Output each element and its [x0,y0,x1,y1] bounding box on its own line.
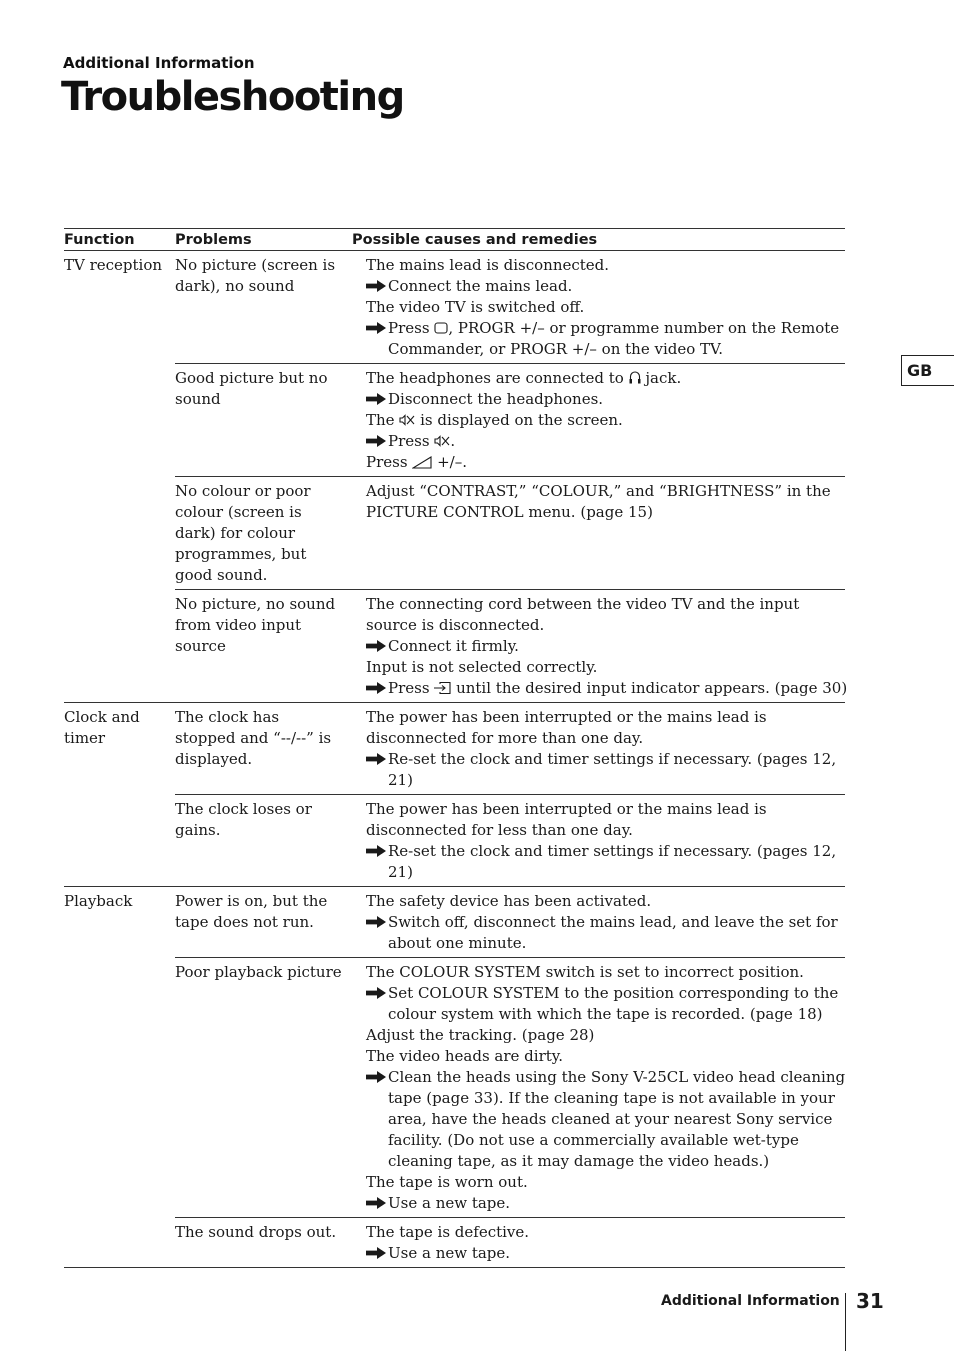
arrow-right-icon [366,640,386,652]
remedy-cell [352,1218,845,1268]
remedy-action: Connect it firmly. [366,636,849,657]
section-label: Additional Information [63,54,255,72]
remedy-cell [352,795,845,887]
remedy-action: Re-set the clock and timer settings if necessary. (pages 12, 21) [366,749,849,791]
table-row [64,251,845,364]
remedy-action: Press . [366,431,849,452]
function-cell [64,1218,175,1268]
arrow-right-icon [366,987,386,999]
remedy-cell [352,477,845,590]
remedy-action: Connect the mains lead. [366,276,849,297]
remedy-cell [352,590,848,703]
problem-cell: Poor playback picture [175,958,352,1218]
function-cell [64,795,175,887]
header-remedies: Possible causes and remedies [352,229,845,251]
volume-icon [412,456,432,469]
table-row [64,795,845,887]
remedy-action: Press until the desired input indicator appears. (page 30) [366,678,849,699]
remedy-cell [352,251,845,364]
remedy-cause: The power has been interrupted or the mains lead is disconnected for more than one day. [366,708,767,747]
footer-divider [845,1293,846,1351]
arrow-right-icon [366,1247,386,1259]
language-tab: GB [901,355,954,386]
remedy-list [352,707,849,791]
problem-cell: The sound drops out. [175,1218,352,1268]
remedy-cause: The video heads are dirty. [366,1047,564,1065]
problem-cell: Good picture but no sound [175,364,352,477]
function-cell: TV reception [64,256,163,274]
arrow-right-icon [366,435,386,447]
input-icon [434,681,451,695]
headphone-icon [629,370,641,385]
table-header-row [64,229,845,251]
table-row [64,958,845,1218]
remedy-list [352,1222,849,1264]
mute-icon [399,413,415,427]
remedy-action: Disconnect the headphones. [366,389,849,410]
arrow-right-icon [366,682,386,694]
remedy-cause: Adjust the tracking. (page 28) [366,1026,595,1044]
arrow-right-icon [366,322,386,334]
table-row [64,364,845,477]
header-problems: Problems [175,229,352,251]
header-function: Function [64,229,175,251]
remedy-cause: The power has been interrupted or the mains lead is disconnected for less than one day. [366,800,767,839]
troubleshooting-table [64,228,848,1268]
problem-cell: No picture (screen is dark), no sound [175,256,336,295]
remedy-action: Use a new tape. [366,1193,849,1214]
remedy-action: Switch off, disconnect the mains lead, and leave the set for about one minute. [366,912,849,954]
remedy-cause: The mains lead is disconnected. [366,256,610,274]
remedy-list [352,368,849,473]
function-cell: Clock and timer [64,703,175,795]
function-cell: Playback [64,887,175,958]
remedy-cause: The headphones are connected to jack. [366,369,682,387]
problem-cell: The clock loses or gains. [175,795,352,887]
remedy-list [352,891,849,954]
remedy-cause: The safety device has been activated. [366,892,652,910]
problem-cell: Power is on, but the tape does not run. [175,887,352,958]
power-icon [434,321,448,335]
arrow-right-icon [366,393,386,405]
arrow-right-icon [366,845,386,857]
problem-cell: No picture, no sound from video input source [175,590,352,703]
remedy-list [352,481,849,523]
arrow-right-icon [366,1071,386,1083]
arrow-right-icon [366,753,386,765]
remedy-cell [352,703,845,795]
remedy-list [352,962,849,1214]
problem-cell: No colour or poor colour (screen is dark) for colour programmes, but good sound. [175,477,352,590]
remedy-cause: The video TV is switched off. [366,298,585,316]
remedy-cause: The connecting cord between the video TV and the input source is disconnected. [366,595,800,634]
remedy-list [352,799,849,883]
remedy-cause: The is displayed on the screen. [366,411,623,429]
remedy-action: Clean the heads using the Sony V-25CL video head cleaning tape (page 33). If the cleaning tape is not available in your area, have the heads cleaned at your nearest Sony service facility. (Do not use a commercially available wet-type cleaning tape, as it may damage the video heads.) [366,1067,849,1172]
function-cell [64,958,175,1218]
table-row [64,590,845,703]
function-cell [64,364,175,477]
function-cell [64,590,175,703]
remedy-cause: Press +/–. [366,453,467,471]
remedy-list [352,255,849,360]
remedy-cell [352,364,845,477]
problem-cell: The clock has stopped and “--/--” is displayed. [175,703,352,795]
arrow-right-icon [366,1197,386,1209]
arrow-right-icon [366,916,386,928]
mute-icon [434,434,450,448]
remedy-action: Re-set the clock and timer settings if necessary. (pages 12, 21) [366,841,849,883]
troubleshooting-table-container [64,228,848,1268]
remedy-cause: Input is not selected correctly. [366,658,598,676]
page-number: 31 [856,1289,884,1313]
arrow-right-icon [366,280,386,292]
table-row [64,887,845,958]
remedy-action: Set COLOUR SYSTEM to the position corresponding to the colour system with which the tape is recorded. (page 18) [366,983,849,1025]
remedy-cell [352,958,845,1218]
remedy-cause: The COLOUR SYSTEM switch is set to incorrect position. [366,963,804,981]
remedy-cause: Adjust “CONTRAST,” “COLOUR,” and “BRIGHTNESS” in the PICTURE CONTROL menu. (page 15) [366,482,831,521]
remedy-cell [352,887,845,958]
function-cell [64,477,175,590]
table-row [64,1218,845,1268]
remedy-cause: The tape is defective. [366,1223,530,1241]
table-row [64,703,845,795]
footer-section-label: Additional Information [661,1293,840,1309]
remedy-action: Press , PROGR +/– or programme number on the Remote Commander, or PROGR +/– on the video TV. [366,318,849,360]
remedy-list [352,594,849,699]
page-title: Troubleshooting [61,74,404,120]
remedy-action: Use a new tape. [366,1243,849,1264]
remedy-cause: The tape is worn out. [366,1173,528,1191]
table-row [64,477,845,590]
